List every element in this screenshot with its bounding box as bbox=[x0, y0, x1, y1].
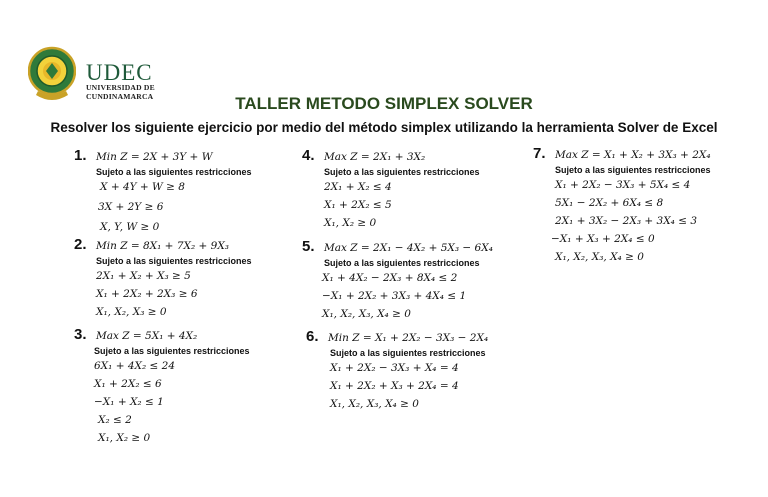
objective-function: Min Z = 8X₁ + 7X₂ + 9X₃ bbox=[96, 240, 230, 252]
exercise-2 bbox=[74, 236, 252, 321]
exercise-number: 3. bbox=[74, 326, 87, 343]
constraint: X₁, X₂, X₃, X₄ ≥ 0 bbox=[330, 398, 419, 410]
constraint: −X₁ + X₂ ≤ 1 bbox=[94, 396, 164, 408]
constraint: X₁, X₂, X₃ ≥ 0 bbox=[96, 306, 167, 318]
exercise-1 bbox=[74, 147, 252, 236]
page-subtitle: Resolver los siguiente ejercicio por medio del método simplex utilizando la herramienta Solver de Excel bbox=[50, 120, 718, 135]
constraint: X₁ + 2X₂ + 2X₃ ≥ 6 bbox=[96, 288, 198, 300]
exercise-6 bbox=[306, 328, 488, 413]
constraint: X + 4Y + W ≥ 8 bbox=[100, 181, 185, 193]
page-title: TALLER METODO SIMPLEX SOLVER bbox=[235, 94, 533, 113]
constraint: X₁ + 2X₂ + X₃ + 2X₄ = 4 bbox=[330, 380, 459, 392]
subject-label: Sujeto a las siguientes restricciones bbox=[96, 167, 252, 177]
exercise-number: 5. bbox=[302, 238, 315, 255]
objective-function: Max Z = 2X₁ + 3X₂ bbox=[324, 151, 426, 163]
exercise-number: 4. bbox=[302, 147, 315, 164]
constraint: −X₁ + 2X₂ + 3X₃ + 4X₄ ≤ 1 bbox=[322, 290, 467, 302]
objective-function: Max Z = X₁ + X₂ + 3X₃ + 2X₄ bbox=[555, 149, 711, 161]
brand-line-2: CUNDINAMARCA bbox=[86, 91, 154, 101]
exercise-7 bbox=[533, 145, 711, 266]
objective-function: Max Z = 5X₁ + 4X₂ bbox=[96, 330, 198, 342]
subject-label: Sujeto a las siguientes restricciones bbox=[324, 167, 480, 177]
brand-line-1: UNIVERSIDAD DE bbox=[86, 83, 155, 92]
subject-label: Sujeto a las siguientes restricciones bbox=[330, 348, 486, 358]
exercise-3 bbox=[74, 326, 250, 447]
constraint: X₁, X₂ ≥ 0 bbox=[98, 432, 151, 444]
objective-function: Max Z = 2X₁ − 4X₂ + 5X₃ − 6X₄ bbox=[324, 242, 493, 254]
exercise-number: 6. bbox=[306, 328, 319, 345]
exercise-4 bbox=[302, 147, 480, 232]
constraint: X₁, X₂, X₃, X₄ ≥ 0 bbox=[555, 251, 644, 263]
constraint: 5X₁ − 2X₂ + 6X₄ ≤ 8 bbox=[555, 197, 664, 209]
constraint: 2X₁ + X₂ ≤ 4 bbox=[324, 181, 392, 193]
constraint: X₁ + 4X₂ − 2X₃ + 8X₄ ≤ 2 bbox=[322, 272, 458, 284]
constraint: X₂ ≤ 2 bbox=[98, 414, 132, 426]
constraint: X₁ + 2X₂ − 3X₃ + 5X₄ ≤ 4 bbox=[555, 179, 691, 191]
brand-name: UDEC bbox=[86, 60, 153, 85]
exercise-number: 2. bbox=[74, 236, 87, 253]
objective-function: Min Z = X₁ + 2X₂ − 3X₃ − 2X₄ bbox=[328, 332, 489, 344]
subject-label: Sujeto a las siguientes restricciones bbox=[96, 256, 252, 266]
constraint: X₁, X₂ ≥ 0 bbox=[324, 217, 377, 229]
objective-function: Min Z = 2X + 3Y + W bbox=[96, 151, 213, 163]
constraint: X, Y, W ≥ 0 bbox=[100, 221, 160, 233]
constraint: 2X₁ + X₂ + X₃ ≥ 5 bbox=[96, 270, 191, 282]
exercise-number: 1. bbox=[74, 147, 87, 164]
constraint: X₁, X₂, X₃, X₄ ≥ 0 bbox=[322, 308, 411, 320]
subject-label: Sujeto a las siguientes restricciones bbox=[555, 165, 711, 175]
constraint: X₁ + 2X₂ ≤ 6 bbox=[94, 378, 162, 390]
constraint: 3X + 2Y ≥ 6 bbox=[98, 201, 164, 213]
constraint: X₁ + 2X₂ − 3X₃ + X₄ = 4 bbox=[330, 362, 459, 374]
constraint: 6X₁ + 4X₂ ≤ 24 bbox=[94, 360, 176, 372]
subject-label: Sujeto a las siguientes restricciones bbox=[324, 258, 480, 268]
subject-label: Sujeto a las siguientes restricciones bbox=[94, 346, 250, 356]
constraint: −X₁ + X₃ + 2X₄ ≤ 0 bbox=[551, 233, 655, 245]
exercise-number: 7. bbox=[533, 145, 546, 162]
exercise-5 bbox=[302, 238, 493, 323]
constraint: 2X₁ + 3X₂ − 2X₃ + 3X₄ ≤ 3 bbox=[555, 215, 698, 227]
constraint: X₁ + 2X₂ ≤ 5 bbox=[324, 199, 392, 211]
